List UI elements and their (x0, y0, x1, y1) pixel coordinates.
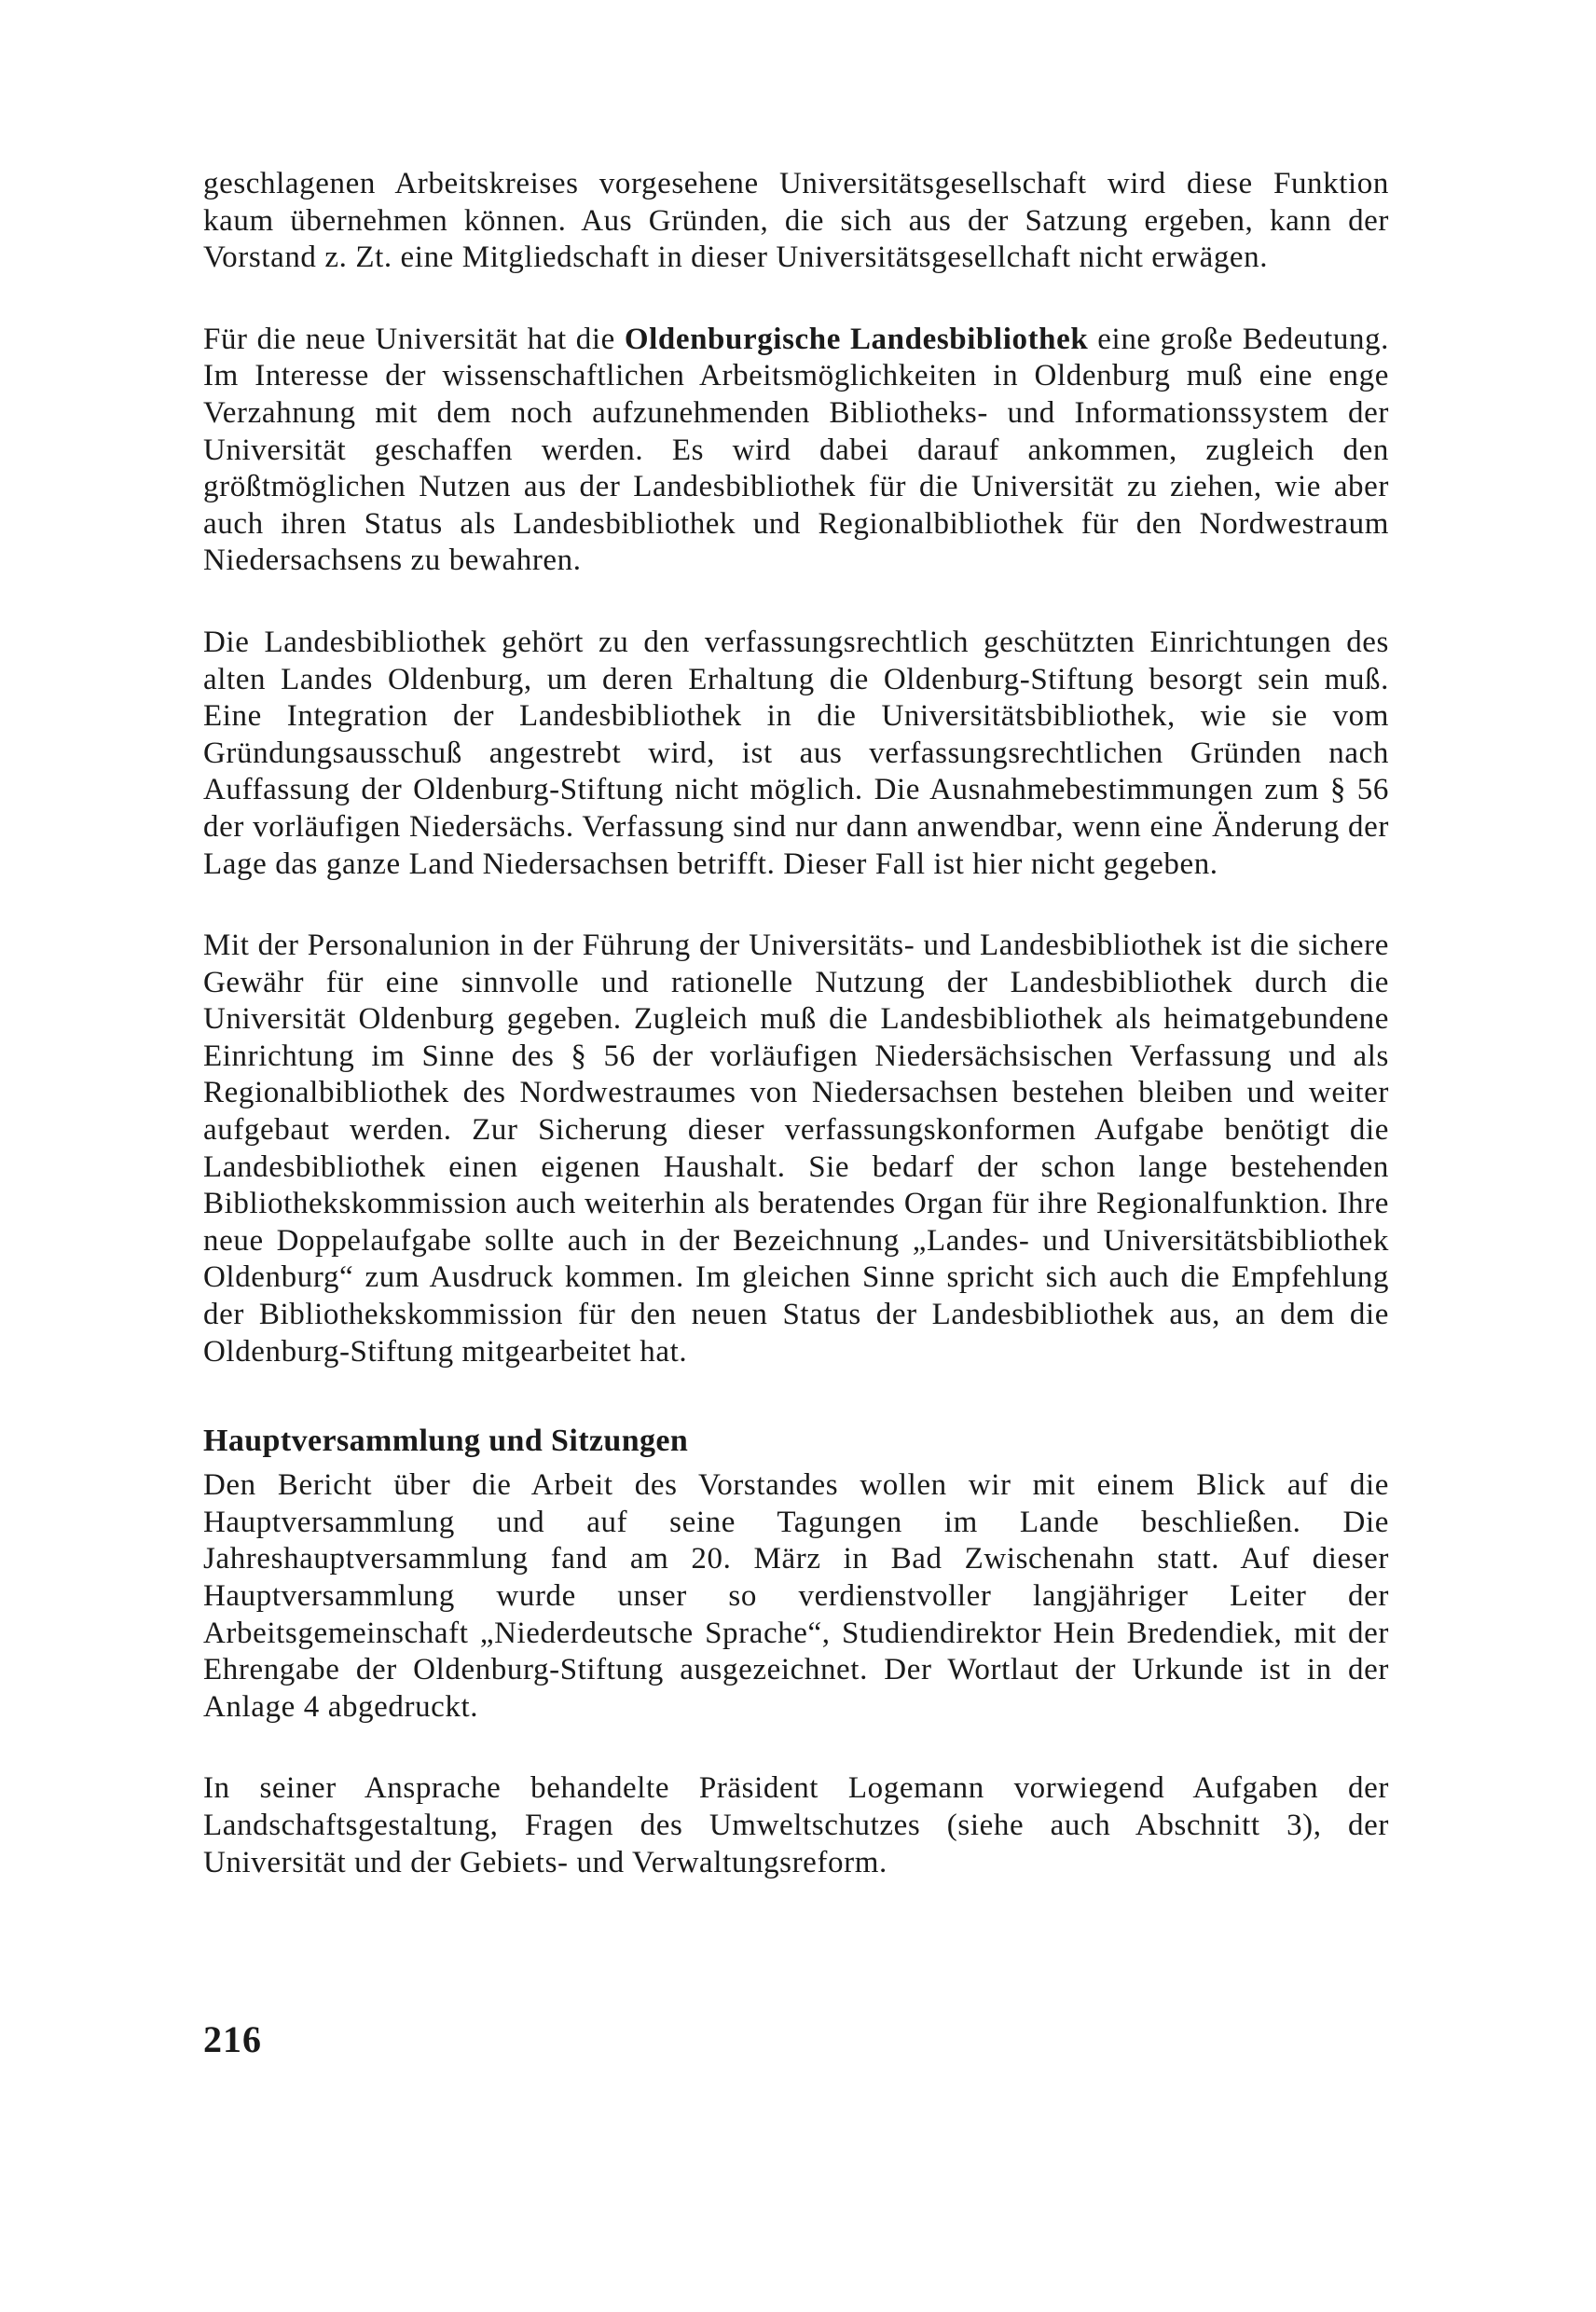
section-heading: Hauptversammlung und Sitzungen (203, 1424, 689, 1459)
paragraph-text: Den Bericht über die Arbeit des Vorstandes wollen wir mit einem Blick auf die Hauptversammlung und auf seine Tagungen im Lande beschließen. Die Jahreshauptversammlung fand am 20. März in Bad Zwischenahn statt. Auf dieser Hauptversammlung wurde unser so verdienstvoller langjähriger Leiter der Arbeitsgemeinschaft „Niederdeutsche Sprache“, Studiendirektor Hein Bredendiek, mit der Ehrengabe der Oldenburg-Stiftung ausgezeichnet. Der Wortlaut der Urkunde ist in der Anlage 4 abgedruckt. (203, 1468, 1389, 1724)
document-page (203, 166, 1389, 1881)
paragraph-hauptversammlung (203, 1467, 1389, 1726)
page-number: 216 (203, 2018, 262, 2060)
paragraph-text: geschlagenen Arbeitskreises vorgesehene Universitätsgesellschaft wird diese Funktion kaum übernehmen können. Aus Gründen, die sich aus der Satzung ergeben, kann der Vorstand z. Zt. eine Mitgliedschaft in dieser Universitätsgesellchaft nicht erwägen. (203, 167, 1389, 275)
bold-term-landesbibliothek: Oldenburgische Landesbibliothek (624, 322, 1089, 356)
paragraph-verfassungsrecht (203, 625, 1389, 883)
paragraph-ansprache (203, 1770, 1389, 1881)
paragraph-text: eine große Bedeutung. Im Interesse der wissenschaftlichen Arbeitsmöglichkeiten in Oldenburg muß eine enge Verzahnung mit dem noch aufzunehmenden Bibliotheks- und Informationssystem der Universität geschaffen werden. Es wird dabei darauf ankommen, zugleich den größtmöglichen Nutzen aus der Landesbibliothek für die Universität zu ziehen, wie aber auch ihren Status als Landesbibliothek und Regionalbibliothek für den Nordwestraum Niedersachsens zu bewahren. (203, 322, 1390, 578)
paragraph-text: In seiner Ansprache behandelte Präsident Logemann vorwiegend Aufgaben der Landschaftsgestaltung, Fragen des Umweltschutzes (siehe auch Abschnitt 3), der Universität und der Gebiets- und Verwaltungsreform. (203, 1771, 1389, 1879)
paragraph-landesbibliothek-bedeutung (203, 322, 1389, 580)
paragraph-universitaetsgesellschaft (203, 166, 1389, 277)
paragraph-text: Für die neue Universität hat die (203, 322, 625, 356)
paragraph-personalunion (203, 928, 1389, 1370)
paragraph-text: Mit der Personalunion in der Führung der Universitäts- und Landesbibliothek ist die sichere Gewähr für eine sinnvolle und rationelle Nutzung der Landesbibliothek durch die Universität Oldenburg gegeben. Zugleich muß die Landesbibliothek als heimatgebundene Einrichtung im Sinne des § 56 der vorläufigen Niedersächsischen Verfassung und als Regionalbibliothek des Nordwestraumes von Niedersachsen bestehen bleiben und weiter aufgebaut werden. Zur Sicherung dieser verfassungskonformen Aufgabe benötigt die Landesbibliothek einen eigenen Haushalt. Sie bedarf der schon lange bestehenden Bibliothekskommission auch weiterhin als beratendes Organ für ihre Regionalfunktion. Ihre neue Doppelaufgabe sollte auch in der Bezeichnung „Landes- und Universitätsbibliothek Oldenburg“ zum Ausdruck kommen. Im gleichen Sinne spricht sich auch die Empfehlung der Bibliothekskommission für den neuen Status der Landesbibliothek aus, an dem die Oldenburg-Stiftung mitgearbeitet hat. (203, 929, 1389, 1369)
paragraph-text: Die Landesbibliothek gehört zu den verfassungsrechtlich geschützten Einrichtungen des alten Landes Oldenburg, um deren Erhaltung die Oldenburg-Stiftung besorgt sein muß. Eine Integration der Landesbibliothek in die Universitätsbibliothek, wie sie vom Gründungsausschuß angestrebt wird, ist aus verfassungsrechtlichen Gründen nach Auffassung der Oldenburg-Stiftung nicht möglich. Die Ausnahmebestimmungen zum § 56 der vorläufigen Niedersächs. Verfassung sind nur dann anwendbar, wenn eine Änderung der Lage das ganze Land Niedersachsen betrifft. Dieser Fall ist hier nicht gegeben. (203, 625, 1389, 881)
